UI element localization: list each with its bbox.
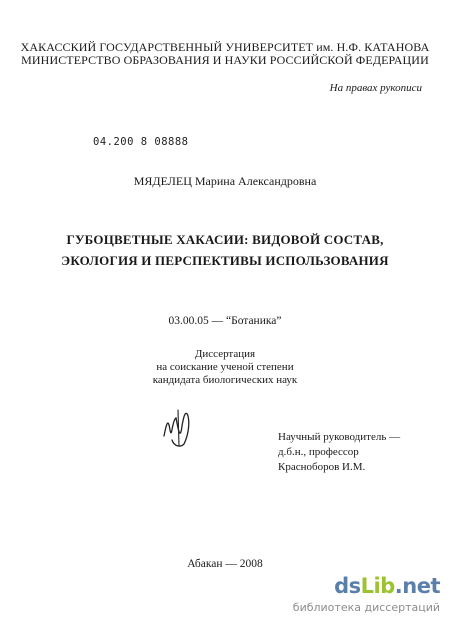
watermark-logo-net: .net	[394, 574, 440, 598]
supervisor-degree: д.б.н., профессор	[278, 446, 359, 458]
university-name: ХАКАССКИЙ ГОСУДАРСТВЕННЫЙ УНИВЕРСИТЕТ им. Н.Ф. КАТАНОВА	[20, 40, 430, 54]
city-year: Абакан — 2008	[187, 558, 263, 570]
dissertation-type: Диссертация	[194, 348, 256, 360]
specialty-code: 03.00.05 — “Ботаника”	[168, 315, 282, 327]
signature-mark	[160, 406, 196, 450]
dissertation-title-line-1: ГУБОЦВЕТНЫЕ ХАКАСИИ: ВИДОВОЙ СОСТАВ,	[66, 232, 384, 247]
dslib-watermark-logo	[334, 574, 440, 598]
dissertation-title-line-2: ЭКОЛОГИЯ И ПЕРСПЕКТИВЫ ИСПОЛЬЗОВАНИЯ	[61, 253, 389, 268]
degree-line-2: кандидата биологических наук	[152, 374, 298, 386]
watermark-tagline: библиотека диссертаций	[292, 601, 440, 614]
manuscript-note: На правах рукописи	[329, 82, 422, 94]
supervisor-label: Научный руководитель —	[278, 431, 401, 443]
watermark-logo-lib: Lib	[360, 574, 395, 598]
ministry-name: МИНИСТЕРСТВО ОБРАЗОВАНИЯ И НАУКИ РОССИЙСКОЙ ФЕДЕРАЦИИ	[21, 53, 429, 67]
author-name: МЯДЕЛЕЦ Марина Александровна	[133, 174, 317, 188]
degree-line-1: на соискание ученой степени	[156, 361, 294, 373]
supervisor-name: Красноборов И.М.	[278, 461, 366, 473]
watermark-logo-ds: ds	[334, 574, 361, 598]
stamp-number: 04.200 8 08888	[93, 136, 189, 148]
